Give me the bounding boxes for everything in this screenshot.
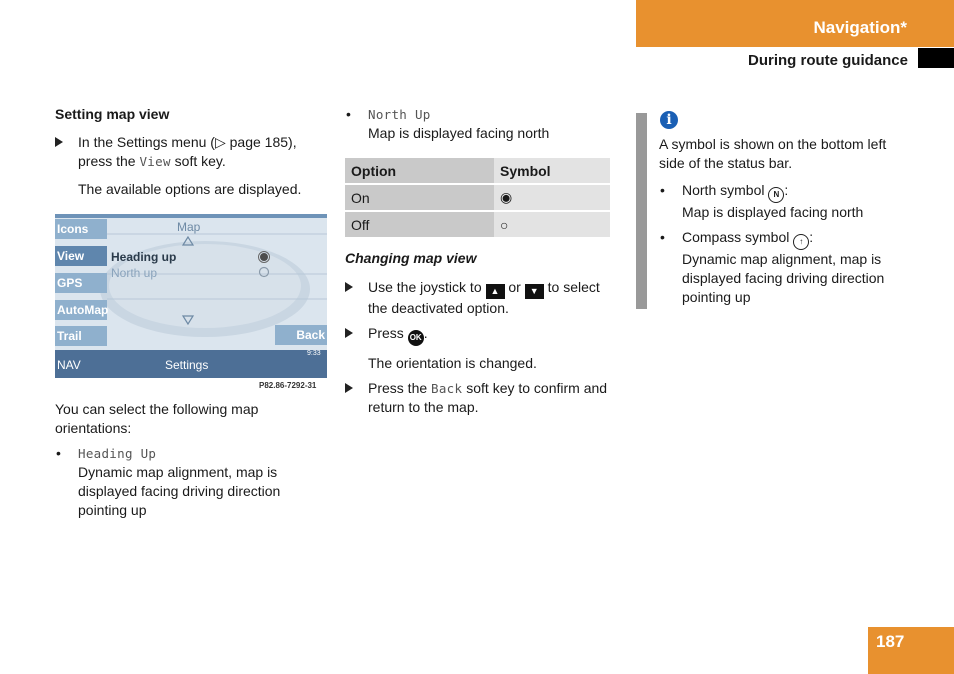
joystick-down-icon: ▼ [525, 284, 544, 299]
view-softkey-screen: View [55, 246, 107, 266]
view-softkey: View [139, 154, 171, 169]
page-ref-arrow-icon: ▷ [214, 134, 226, 150]
option-header: Option [345, 158, 494, 183]
map-label: Map [177, 220, 201, 234]
step-arrow-icon [345, 383, 353, 393]
step-back-softkey: Press the Back soft key to confirm and return to the map. [345, 379, 653, 417]
section-title: Navigation* [813, 18, 907, 37]
select-intro: You can select the following map orientations: [55, 401, 259, 436]
section-subtitle: During route guidance [747, 52, 908, 69]
setting-map-view-heading: Setting map view [55, 106, 170, 122]
orientation-result: The orientation is changed. [368, 355, 537, 371]
page-number: 187 [876, 632, 905, 651]
changing-map-view-heading: Changing map view [345, 250, 477, 266]
step-settings-menu: In the Settings menu (▷ page 185), press the View soft key. The available options are displayed. [55, 133, 348, 199]
image-caption: P82.86-7292-31 [259, 381, 317, 390]
icons-softkey: Icons [55, 219, 107, 239]
info-icon: i [660, 111, 678, 129]
gps-softkey: GPS [55, 273, 107, 293]
step-arrow-icon [345, 282, 353, 292]
radio-on-icon: ◉ [494, 185, 610, 210]
trail-softkey: Trail [55, 326, 107, 346]
info-sidebar [636, 113, 647, 309]
option-table [345, 156, 610, 239]
back-code: Back [431, 381, 463, 396]
north-symbol-icon: N [768, 187, 784, 203]
ok-button-icon: OK [408, 330, 424, 346]
info-intro: A symbol is shown on the bottom left side of the status bar. [659, 136, 887, 171]
table-row: On ◉ [345, 185, 610, 210]
status-bar [55, 350, 327, 378]
nav-label: NAV [57, 358, 81, 372]
north-symbol-bullet: • North symbol N : Map is displayed facing north [659, 181, 863, 222]
compass-symbol-icon: ↑ [793, 234, 809, 250]
step-arrow-icon [55, 137, 63, 147]
heading-up-code: • Heading Up [78, 446, 157, 461]
step-arrow-icon [345, 328, 353, 338]
back-softkey: Back [275, 325, 327, 345]
north-up-code: • North Up [368, 107, 431, 122]
heading-up-option: Heading up [111, 250, 177, 264]
step-press-ok: Press OK . The orientation is changed. [345, 324, 537, 373]
compass-symbol-bullet: • Compass symbol ↑ : Dynamic map alignment, map is displayed facing driving direction pointing up [659, 228, 884, 307]
joystick-up-icon: ▲ [486, 284, 505, 299]
radio-off-icon: ○ [494, 212, 610, 237]
settings-screenshot [55, 214, 327, 378]
step-joystick: Use the joystick to ▲ or ▼ to select the deactivated option. [345, 278, 648, 318]
automap-softkey: AutoMap [55, 300, 107, 320]
heading-up-bullet: • Heading Up Dynamic map alignment, map is displayed facing driving direction pointing up [55, 444, 280, 520]
symbol-header: Symbol [494, 158, 610, 183]
north-up-bullet: • North Up Map is displayed facing north [345, 105, 549, 143]
header-marker [918, 48, 954, 68]
clock: 9:33 [307, 350, 321, 357]
settings-label: Settings [165, 358, 209, 372]
table-row: Off ○ [345, 212, 610, 237]
available-note: The available options are displayed. [78, 181, 302, 197]
table-header-row [345, 158, 610, 183]
north-up-option: North up [111, 266, 158, 280]
